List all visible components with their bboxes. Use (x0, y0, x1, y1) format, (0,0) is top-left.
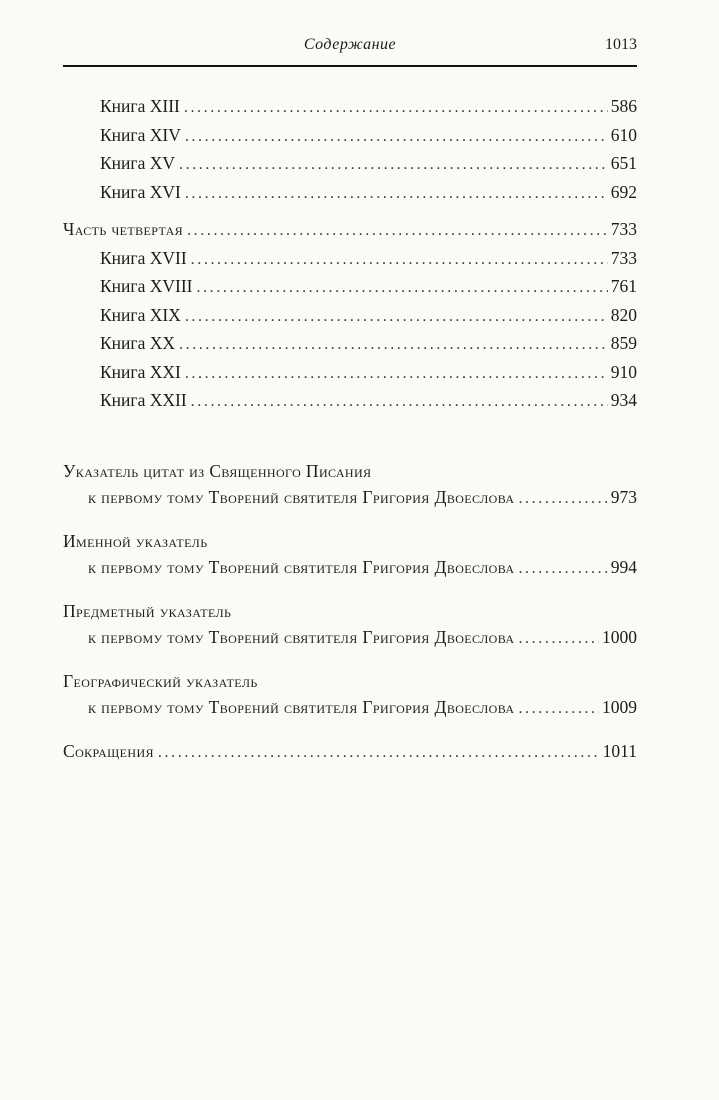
toc-entry-page: 610 (610, 124, 637, 145)
toc-entry (63, 302, 637, 331)
toc-entry-page: 859 (610, 333, 637, 353)
toc-entry-page: 934 (610, 390, 637, 410)
toc-entry-label: Книга XXI (100, 361, 181, 382)
toc-part-label: Часть четвертая (63, 219, 184, 239)
toc-entry-label: Книга XVI (100, 181, 181, 202)
dot-leader (196, 273, 607, 302)
toc-part-entry (63, 216, 637, 245)
toc-entry-page: 910 (610, 361, 637, 382)
dot-leader (191, 387, 608, 416)
toc-index-title: Указатель цитат из Священного Писания (63, 460, 372, 481)
dot-leader (518, 554, 607, 583)
toc-entry-label: Книга XIX (100, 304, 181, 325)
toc-part-page: 733 (610, 219, 637, 239)
toc-index-title: Географический указатель (63, 670, 258, 691)
toc-index-title: Именной указатель (63, 530, 208, 551)
toc-entry (63, 179, 637, 208)
toc-index-subrow (63, 484, 637, 513)
dot-leader (185, 359, 608, 388)
toc-index-subtitle: к первому тому Творений святителя Григория Двоеслова (88, 697, 515, 717)
toc-entry-page: 733 (610, 247, 637, 268)
toc-entry-label: Книга XIV (100, 124, 181, 145)
running-head (63, 36, 637, 58)
toc-index-subtitle: к первому тому Творений святителя Григория Двоеслова (88, 627, 515, 647)
toc-entry-label: Книга XXII (100, 390, 187, 410)
toc-entry (63, 387, 637, 416)
dot-leader (184, 93, 608, 122)
dot-leader (185, 302, 608, 331)
toc-entry (63, 150, 637, 179)
toc-entry (63, 122, 637, 151)
dot-leader (518, 694, 599, 723)
toc-index-title: Предметный указатель (63, 600, 232, 621)
toc-entry-label: Книга XX (100, 333, 175, 353)
dot-leader (518, 484, 607, 513)
toc-index-page: 1000 (602, 627, 637, 647)
toc-entry (63, 245, 637, 274)
dot-leader (185, 122, 608, 151)
toc-final-label: Сокращения (63, 740, 154, 761)
toc-index-subrow (63, 554, 637, 583)
dot-leader (158, 738, 600, 767)
toc-index-entry (63, 668, 637, 723)
toc-entry-page: 761 (610, 276, 637, 296)
toc-index-page: 994 (610, 557, 637, 577)
toc-entry-page: 692 (610, 181, 637, 202)
toc-final-page: 1011 (602, 740, 637, 761)
toc-index-entry (63, 458, 637, 513)
toc-entry (63, 330, 637, 359)
toc-entry (63, 359, 637, 388)
toc-final-entry (63, 738, 637, 767)
dot-leader (191, 245, 608, 274)
toc-entry-page: 586 (610, 96, 637, 116)
toc-index-subrow (63, 624, 637, 653)
toc-index-page: 1009 (602, 697, 637, 717)
toc-index-subtitle: к первому тому Творений святителя Григория Двоеслова (88, 487, 515, 507)
header-rule (63, 65, 637, 67)
dot-leader (185, 179, 608, 208)
toc-entry-label: Книга XVIII (100, 276, 193, 296)
dot-leader (187, 216, 608, 245)
toc-entry-label: Книга XIII (100, 96, 180, 116)
dot-leader (518, 624, 599, 653)
toc-entry (63, 93, 637, 122)
toc-entry (63, 273, 637, 302)
toc-index-entry (63, 528, 637, 583)
toc-index-subtitle: к первому тому Творений святителя Григория Двоеслова (88, 557, 515, 577)
toc-index-page: 973 (610, 487, 637, 507)
toc-entry-label: Книга XVII (100, 247, 187, 268)
toc-entry-page: 651 (610, 153, 637, 173)
running-head-title: Содержание (303, 36, 397, 53)
toc-entry-page: 820 (610, 304, 637, 325)
dot-leader (179, 330, 608, 359)
toc-index-subrow (63, 694, 637, 723)
toc-entry-label: Книга XV (100, 153, 175, 173)
table-of-contents (63, 93, 637, 766)
toc-index-entry (63, 598, 637, 653)
page-number: 1013 (605, 36, 637, 53)
dot-leader (179, 150, 608, 179)
